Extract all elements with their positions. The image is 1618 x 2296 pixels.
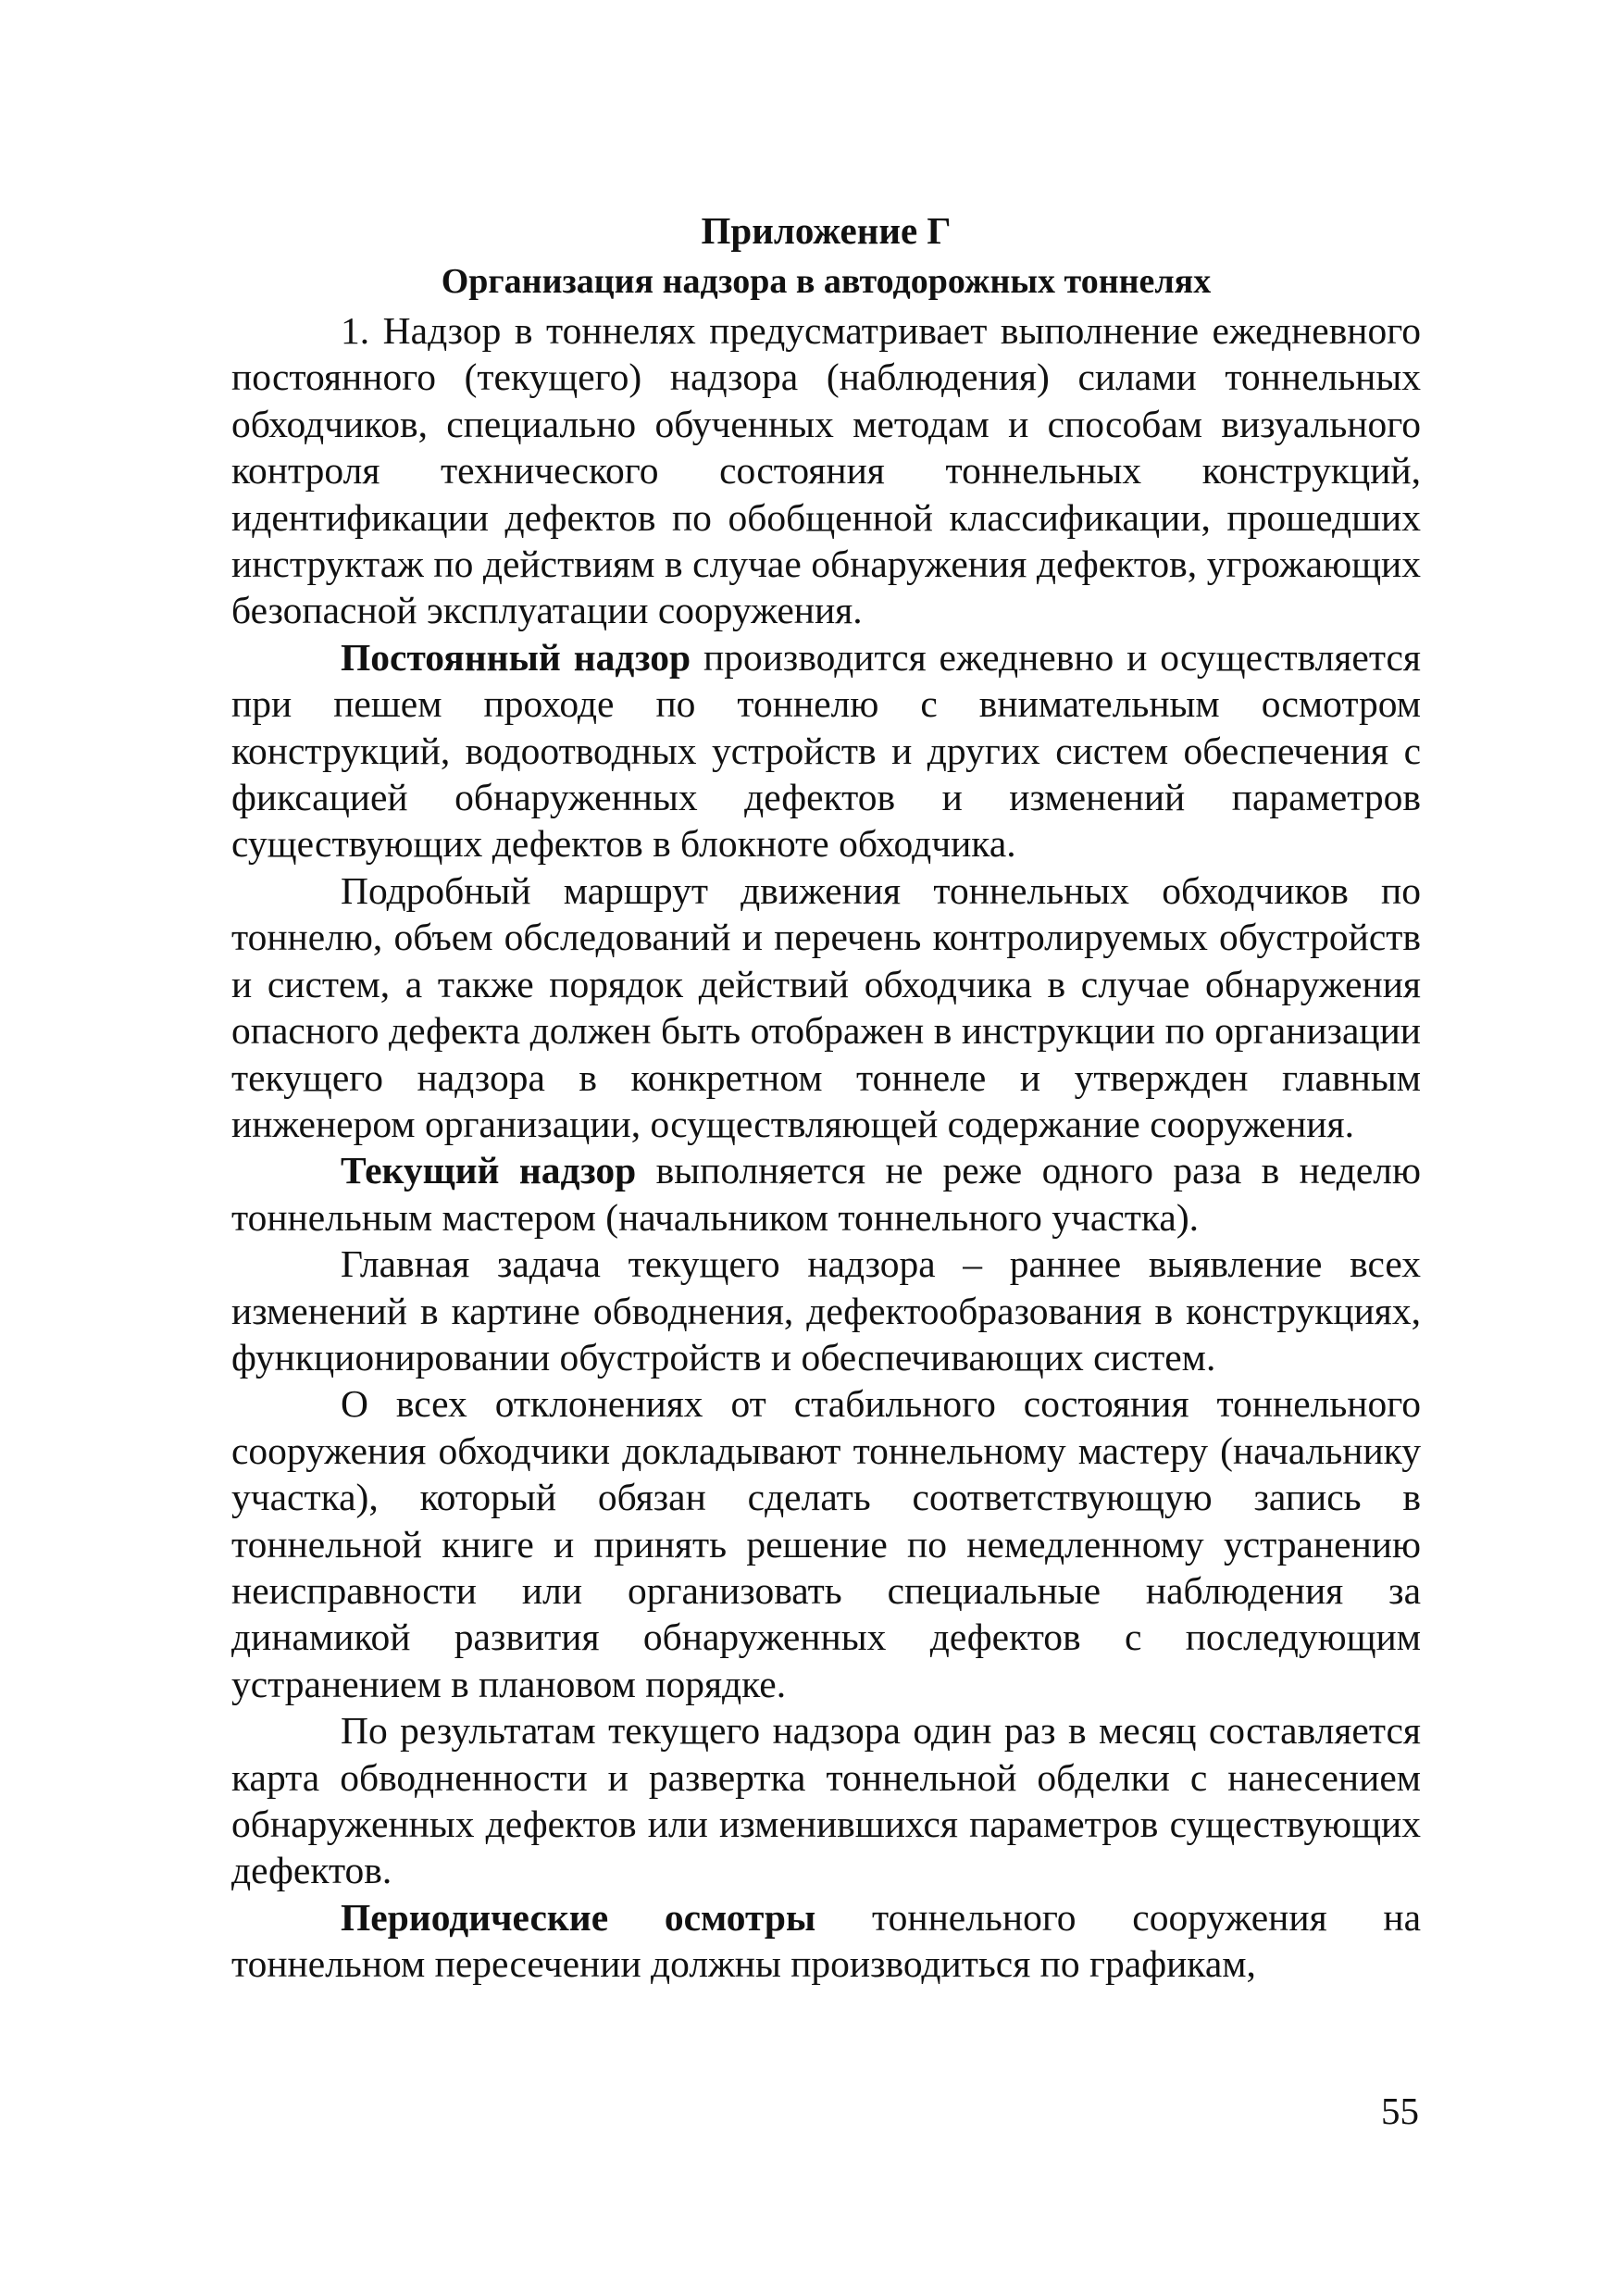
paragraph-8 — [231, 1894, 1421, 1988]
paragraph-5 — [231, 1241, 1421, 1380]
paragraph-lead-term: Периодические осмотры — [341, 1895, 816, 1939]
paragraph-2 — [231, 634, 1421, 867]
paragraph-lead-term: Текущий надзор — [341, 1149, 637, 1192]
paragraph-text: тоннельного сооружения на тоннельном пересечении должны производиться по графикам, — [231, 1895, 1421, 1986]
paragraph-text: О всех отклонениях от стабильного состояния тоннельного сооружения обходчики докладывают тоннельному мастеру (начальнику участка), который обязан сделать соответствующую запись в тоннельной книге и принять решение по немедленному устранению неисправности или организовать специальные наблюдения за динамикой развития обнаруженных дефектов с последующим устранением в плановом порядке. — [231, 1382, 1421, 1705]
appendix-subtitle: Организация надзора в автодорожных тоннелях — [441, 262, 1212, 301]
paragraph-1 — [231, 307, 1421, 634]
paragraph-7 — [231, 1707, 1421, 1894]
page-number: 55 — [1381, 2090, 1419, 2132]
document-page — [231, 206, 1421, 1988]
appendix-title: Приложение Г — [701, 209, 952, 252]
paragraph-text: 1. Надзор в тоннелях предусматривает выполнение ежедневного постоянного (текущего) надзора (наблюдения) силами тоннельных обходчиков, специально обученных методам и способам визуального контроля технического состояния тоннельных конструкций, идентификации дефектов по обобщенной классификации, прошедших инструктаж по действиям в случае обнаружения дефектов, угрожающих безопасной эксплуатации сооружения. — [231, 309, 1421, 632]
paragraph-text: Главная задача текущего надзора – раннее выявление всех изменений в картине обводнения, дефектообразования в конструкциях, функционировании обустройств и обеспечивающих систем. — [231, 1242, 1421, 1379]
paragraph-text: производится ежедневно и осуществляется при пешем проходе по тоннелю с внимательным осмотром конструкций, водоотводных устройств и других систем обеспечения с фиксацией обнаруженных дефектов и изменений параметров существующих дефектов в блокноте обходчика. — [231, 635, 1421, 866]
paragraph-text: По результатам текущего надзора один раз в месяц составляется карта обводненности и развертка тоннельной обделки с нанесением обнаруженных дефектов или изменившихся параметров существующих дефектов. — [231, 1709, 1421, 1892]
paragraph-4 — [231, 1147, 1421, 1241]
paragraph-text: выполняется не реже одного раза в неделю тоннельным мастером (начальником тоннельного участка). — [231, 1149, 1421, 1239]
paragraph-text: Подробный маршрут движения тоннельных обходчиков по тоннелю, объем обследований и перечень контролируемых обустройств и систем, а также порядок действий обходчика в случае обнаружения опасного дефекта должен быть отображен в инструкции по организации текущего надзора в конкретном тоннеле и утвержден главным инженером организации, осуществляющей содержание сооружения. — [231, 868, 1421, 1145]
paragraph-lead-term: Постоянный надзор — [341, 635, 691, 679]
paragraph-3 — [231, 867, 1421, 1147]
paragraph-6 — [231, 1380, 1421, 1707]
